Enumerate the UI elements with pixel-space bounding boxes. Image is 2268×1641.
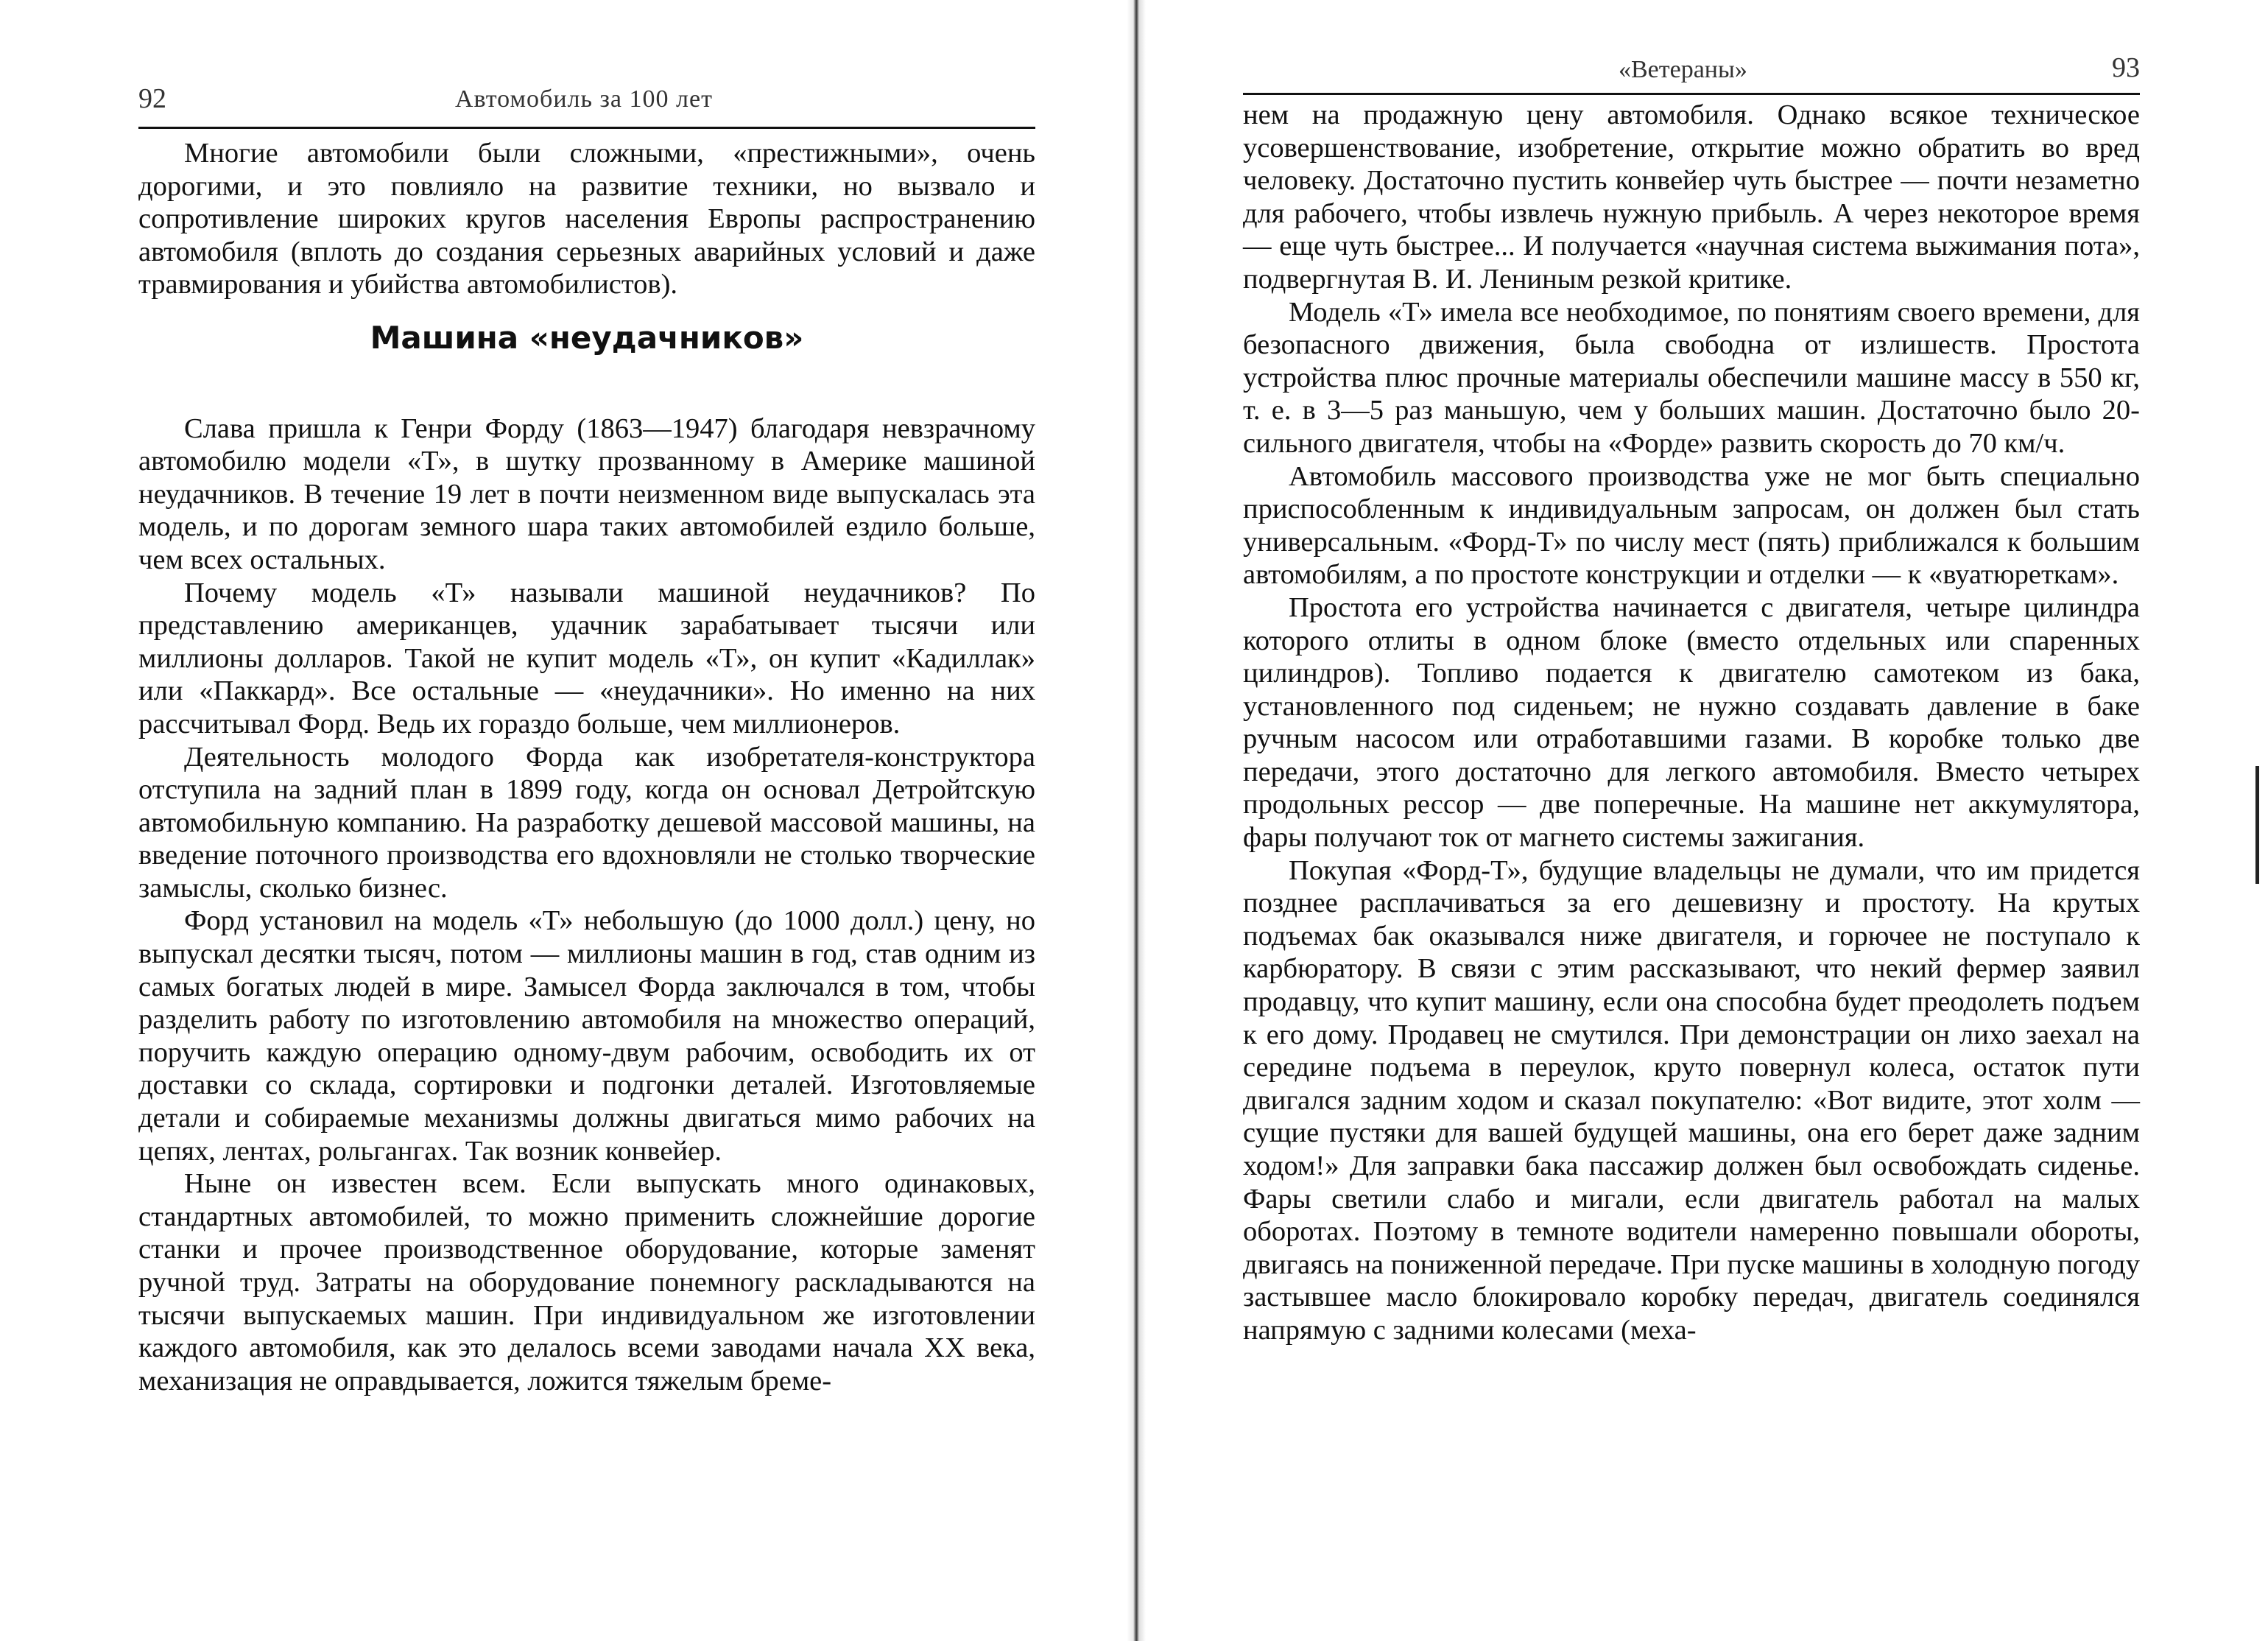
continuation-paragraph: нем на продажную цену автомобиля. Однако всякое техническое усовершенствование, изобретение, открытие можно обратить во вред человеку. Достаточно пустить конвейер чуть быстрее — почти незаметно для рабочего, чтобы извлечь нужную прибыль. А через некоторое время — еще чуть быстрее... И получается «научная система выжимания пота», подвергнутая В. И. Лениным резкой критике. [1243, 99, 2140, 295]
paragraph: Слава пришла к Генри Форду (1863—1947) благодаря невзрачному автомобилю модели «Т», в шутку прозванному в Америке машиной неудачников. В течение 19 лет в почти неизменном виде выпускалась эта модель, и по дорогам земного шара таких автомобилей ездило больше, чем всех остальных. [138, 412, 1035, 575]
left-body-text [138, 137, 1035, 1397]
paragraph: Простота его устройства начинается с двигателя, четыре цилиндра которого отлиты в одном блоке (вместо отдельных или спаренных цилиндров). Топливо подается к двигателю самотеком из бака, установленного под сиденьем; не нужно создавать давление в баке ручным насосом или отработавшими газами. В коробке только две передачи, этого достаточно для легкого автомобиля. Вместо четырех продольных рессор — две поперечные. На машине нет аккумулятора, фары получают ток от магнето системы зажигания. [1243, 591, 2140, 854]
paragraph: Модель «Т» имела все необходимое, по понятиям своего времени, для безопасного движения, была свободна от излишеств. Простота устройства плюс прочные материалы обеспечили машине массу в 550 кг, т. е. в 3—5 раз маньшую, чем у больших машин. Достаточно было 20-сильного двигателя, чтобы на «Форде» развить скорость до 70 км/ч. [1243, 296, 2140, 459]
right-running-title: «Ветераны» [1619, 56, 1747, 83]
intro-paragraph: Многие автомобили были сложными, «престижными», очень дорогими, и это повлияло на развитие техники, но вызвало и сопротивление широких кругов населения Европы распространению автомобиля (вплоть до создания серьезных аварийных условий и даже травмирования и убийства автомобилистов). [138, 138, 1035, 301]
paragraph: Покупая «Форд-Т», будущие владельцы не думали, что им придется позднее расплачиваться за его дешевизну и простоту. На крутых подъемах бак оказывался ниже двигателя, и горючее не поступало к карбюратору. В связи с этим рассказывают, что некий фермер заявил продавцу, что купит машину, если она способна будет преодолеть подъем к его дому. Продавец не смутился. При демонстрации он лихо заехал на середине подъема в переулок, круто повернул колеса, остаток пути двигался задним ходом и сказал покупателю: «Вот видите, этот холм — сущие пустяки для вашей будущей машины, она его берет даже задним ходом!» Для заправки бака пассажир должен был освобождать сиденье. Фары светили слабо и мигали, если двигатель работал на малых оборотах. Поэтому в темноте водители намеренно повышали обороты, двигаясь на пониженной передаче. При пуске машины в холодную погоду застывшее масло блокировало коробку передач, двигатель соединялся напрямую с задними колесами (меха- [1243, 854, 2140, 1346]
book-gutter [1127, 0, 1146, 1641]
paragraph: Автомобиль массового производства уже не мог быть специально приспособленным к индивидуальным запросам, он должен был стать универсальным. «Форд-Т» по числу мест (пять) приближался к большим автомобилям, а по простоте конструкции и отделки — к «вуатюреткам». [1243, 460, 2140, 591]
page-edge-mark [2255, 766, 2259, 884]
right-body-text [1243, 99, 2140, 1347]
left-header-rule [138, 127, 1035, 129]
right-header-rule [1243, 93, 2140, 95]
paragraph: Деятельность молодого Форда как изобретателя-конструктора отступила на задний план в 1899 году, когда он основал Детройтскую автомобильную компанию. На разработку дешевой массовой машины, на введение поточного производства его вдохновляли не столько творческие замыслы, сколько бизнес. [138, 741, 1035, 904]
left-running-title: Автомобиль за 100 лет [455, 85, 713, 113]
paragraph: Форд установил на модель «Т» небольшую (до 1000 долл.) цену, но выпускал десятки тысяч, потом — миллионы машин в год, став одним из самых богатых людей в мире. Замысел Форда заключался в том, чтобы разделить работу по изготовлению автомобиля на множество операций, поручить каждую операцию одному-двум рабочим, освободить их от доставки со склада, сортировки и подгонки деталей. Изготовляемые детали и собираемые механизмы должны двигаться мимо рабочих на цепях, лентах, рольгангах. Так возник конвейер. [138, 905, 1035, 1167]
left-running-header [138, 82, 1035, 119]
left-page-number: 92 [138, 83, 166, 114]
paragraph: Почему модель «Т» называли машиной неудачников? По представлению американцев, удачник зарабатывает тысячи или миллионы долларов. Такой не купит модель «Т», он купит «Кадиллак» или «Паккард». Все остальные — «неудачники». Но именно на них рассчитывал Форд. Ведь их гораздо больше, чем миллионеров. [138, 577, 1035, 739]
right-page-number: 93 [2112, 52, 2140, 83]
section-heading: Машина «неудачников» [370, 319, 804, 356]
paragraph: Ныне он известен всем. Если выпускать много одинаковых, стандартных автомобилей, то можно применить сложнейшие дорогие станки и прочее производственное оборудование, которые заменят ручной труд. Затраты на оборудование понемногу раскладываются на тысячи выпускаемых машин. При индивидуальном же изготовлении каждого автомобиля, как это делалось всеми заводами начала XX века, механизация не оправдывается, ложится тяжелым бреме- [138, 1168, 1035, 1396]
